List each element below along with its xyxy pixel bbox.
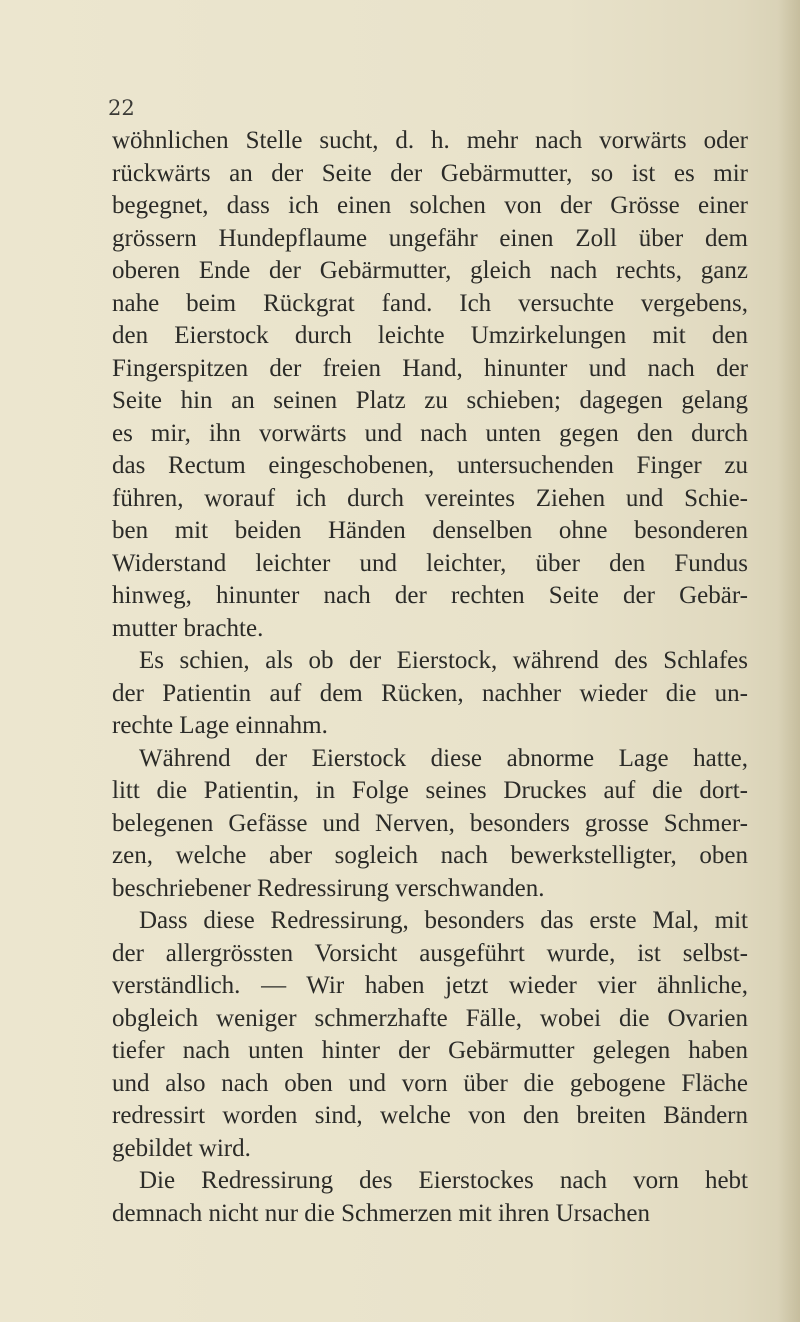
text-line: rückwärts an der Seite der Gebärmutter, so ist es mir <box>112 159 748 187</box>
page-edge-shadow <box>778 0 800 1322</box>
text-line: begegnet, dass ich einen solchen von der Grösse einer <box>112 192 748 219</box>
text-line: Es schien, als ob der Eierstock, während des Schlafes <box>139 647 748 674</box>
text-line: zen, welche aber sogleich nach bewerkstelligter, oben <box>112 842 748 869</box>
page-number: 22 <box>108 96 135 120</box>
text-line: beschriebener Redressirung verschwanden. <box>112 874 545 902</box>
text-line: belegenen Gefässe und Nerven, besonders grosse Schmer- <box>112 809 748 837</box>
text-line: Die Redressirung des Eierstockes nach vorn hebt <box>139 1167 748 1194</box>
text-line: den Eierstock durch leichte Umzirkelungen mit den <box>112 322 748 349</box>
text-line: grössern Hundepflaume ungefähr einen Zoll über dem <box>112 224 748 252</box>
text-line: hinweg, hinunter nach der rechten Seite der Gebär- <box>112 582 748 609</box>
text-line: Fingerspitzen der freien Hand, hinunter und nach der <box>112 354 748 382</box>
text-line: und also nach oben und vorn über die gebogene Fläche <box>112 1069 748 1097</box>
text-line: der allergrössten Vorsicht ausgeführt wurde, ist selbst- <box>112 939 748 967</box>
text-line: obgleich weniger schmerzhafte Fälle, wobei die Ovarien <box>112 1004 748 1032</box>
text-line: wöhnlichen Stelle sucht, d. h. mehr nach vorwärts oder <box>112 127 748 154</box>
text-line: Widerstand leichter und leichter, über den Fundus <box>112 549 748 577</box>
paragraph <box>112 743 748 906</box>
text-line: oberen Ende der Gebärmutter, gleich nach rechts, ganz <box>112 257 748 284</box>
text-line: demnach nicht nur die Schmerzen mit ihren Ursachen <box>112 1199 651 1227</box>
text-line: Während der Eierstock diese abnorme Lage hatte, <box>139 744 748 772</box>
text-line: ben mit beiden Händen denselben ohne besonderen <box>112 517 748 544</box>
paragraph <box>112 125 748 645</box>
text-line: nahe beim Rückgrat fand. Ich versuchte vergebens, <box>112 289 748 317</box>
text-line: Dass diese Redressirung, besonders das erste Mal, mit <box>139 907 748 934</box>
text-line: es mir, ihn vorwärts und nach unten gegen den durch <box>112 419 748 447</box>
paragraph <box>112 1165 748 1230</box>
text-line: litt die Patientin, in Folge seines Druckes auf die dort- <box>112 777 748 804</box>
text-line: Seite hin an seinen Platz zu schieben; dagegen gelang <box>112 387 748 414</box>
paragraph <box>112 645 748 743</box>
body-text <box>112 125 748 1230</box>
text-line: tiefer nach unten hinter der Gebärmutter gelegen haben <box>112 1037 748 1064</box>
text-line: mutter brachte. <box>112 614 264 642</box>
text-line: rechte Lage einnahm. <box>112 712 328 739</box>
text-line: der Patientin auf dem Rücken, nachher wieder die un- <box>112 679 748 707</box>
text-line: verständlich. — Wir haben jetzt wieder vier ähnliche, <box>112 972 748 999</box>
text-line: führen, worauf ich durch vereintes Ziehen und Schie- <box>112 484 748 512</box>
paragraph <box>112 905 748 1165</box>
text-line: redressirt worden sind, welche von den breiten Bändern <box>112 1102 748 1129</box>
text-line: gebildet wird. <box>112 1134 251 1162</box>
text-line: das Rectum eingeschobenen, untersuchenden Finger zu <box>112 452 748 479</box>
